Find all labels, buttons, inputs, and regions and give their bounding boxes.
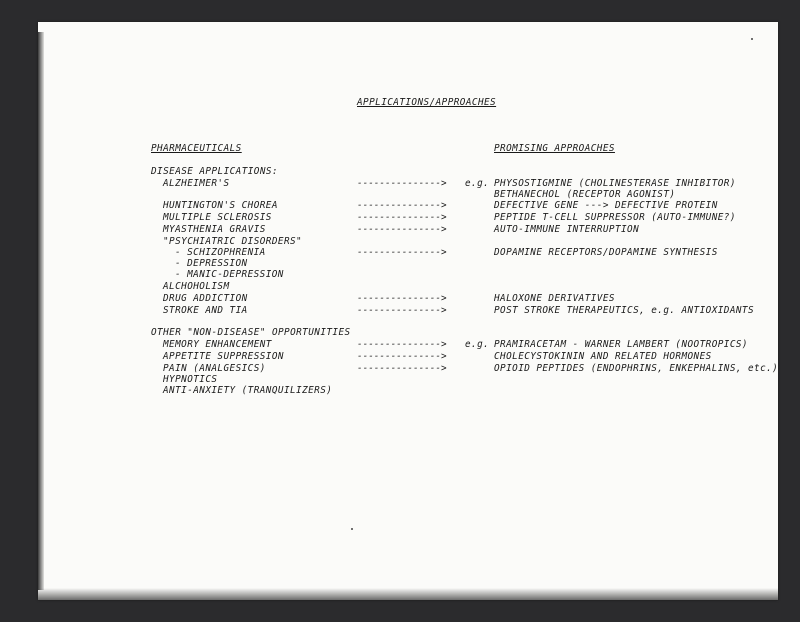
right-item: CHOLECYSTOKININ AND RELATED HORMONES	[494, 351, 712, 362]
right-item: AUTO-IMMUNE INTERRUPTION	[494, 224, 640, 235]
left-subitem: - DEPRESSION	[175, 258, 248, 269]
left-item: MEMORY ENHANCEMENT	[163, 339, 272, 350]
right-item: PRAMIRACETAM - WARNER LAMBERT (NOOTROPICS)	[494, 339, 748, 350]
left-item: ANTI-ANXIETY (TRANQUILIZERS)	[163, 385, 333, 396]
arrow: --------------->	[357, 293, 447, 304]
right-item: PHYSOSTIGMINE (CHOLINESTERASE INHIBITOR)	[494, 178, 736, 189]
left-item: HYPNOTICS	[163, 374, 218, 385]
right-item: DOPAMINE RECEPTORS/DOPAMINE SYNTHESIS	[494, 247, 718, 258]
left-item: "PSYCHIATRIC DISORDERS"	[163, 236, 303, 247]
arrow: --------------->	[357, 305, 447, 316]
eg-label: e.g.	[465, 178, 490, 189]
disease-section-heading: DISEASE APPLICATIONS:	[151, 166, 278, 177]
arrow: --------------->	[357, 247, 447, 258]
left-column-heading: PHARMACEUTICALS	[151, 143, 242, 154]
arrow: --------------->	[357, 178, 447, 189]
left-item: ALCHOHOLISM	[163, 281, 230, 292]
arrow: --------------->	[357, 339, 447, 350]
left-item: APPETITE SUPPRESSION	[163, 351, 284, 362]
right-item: BETHANECHOL (RECEPTOR AGONIST)	[494, 189, 676, 200]
arrow: --------------->	[357, 224, 447, 235]
right-item: OPIOID PEPTIDES (ENDOPHRINS, ENKEPHALINS, etc.)	[494, 363, 779, 374]
right-item: HALOXONE DERIVATIVES	[494, 293, 615, 304]
arrow: --------------->	[357, 200, 447, 211]
left-item: PAIN (ANALGESICS)	[163, 363, 266, 374]
left-item: ALZHEIMER'S	[163, 178, 230, 189]
arrow: --------------->	[357, 351, 447, 362]
scan-speck	[351, 528, 353, 530]
right-column-heading: PROMISING APPROACHES	[494, 143, 615, 154]
scan-speck	[751, 38, 753, 40]
left-item: MULTIPLE SCLEROSIS	[163, 212, 272, 223]
left-subitem: - SCHIZOPHRENIA	[175, 247, 266, 258]
left-item: STROKE AND TIA	[163, 305, 248, 316]
right-item: DEFECTIVE GENE ---> DEFECTIVE PROTEIN	[494, 200, 718, 211]
left-item: HUNTINGTON'S CHOREA	[163, 200, 278, 211]
left-subitem: - MANIC-DEPRESSION	[175, 269, 284, 280]
right-item: PEPTIDE T-CELL SUPPRESSOR (AUTO-IMMUNE?)	[494, 212, 736, 223]
right-item: POST STROKE THERAPEUTICS, e.g. ANTIOXIDANTS	[494, 305, 755, 316]
arrow: --------------->	[357, 212, 447, 223]
arrow: --------------->	[357, 363, 447, 374]
page-title: APPLICATIONS/APPROACHES	[357, 97, 497, 108]
left-item: MYASTHENIA GRAVIS	[163, 224, 266, 235]
other-section-heading: OTHER "NON-DISEASE" OPPORTUNITIES	[151, 327, 351, 338]
left-item: DRUG ADDICTION	[163, 293, 248, 304]
eg-label: e.g.	[465, 339, 490, 350]
